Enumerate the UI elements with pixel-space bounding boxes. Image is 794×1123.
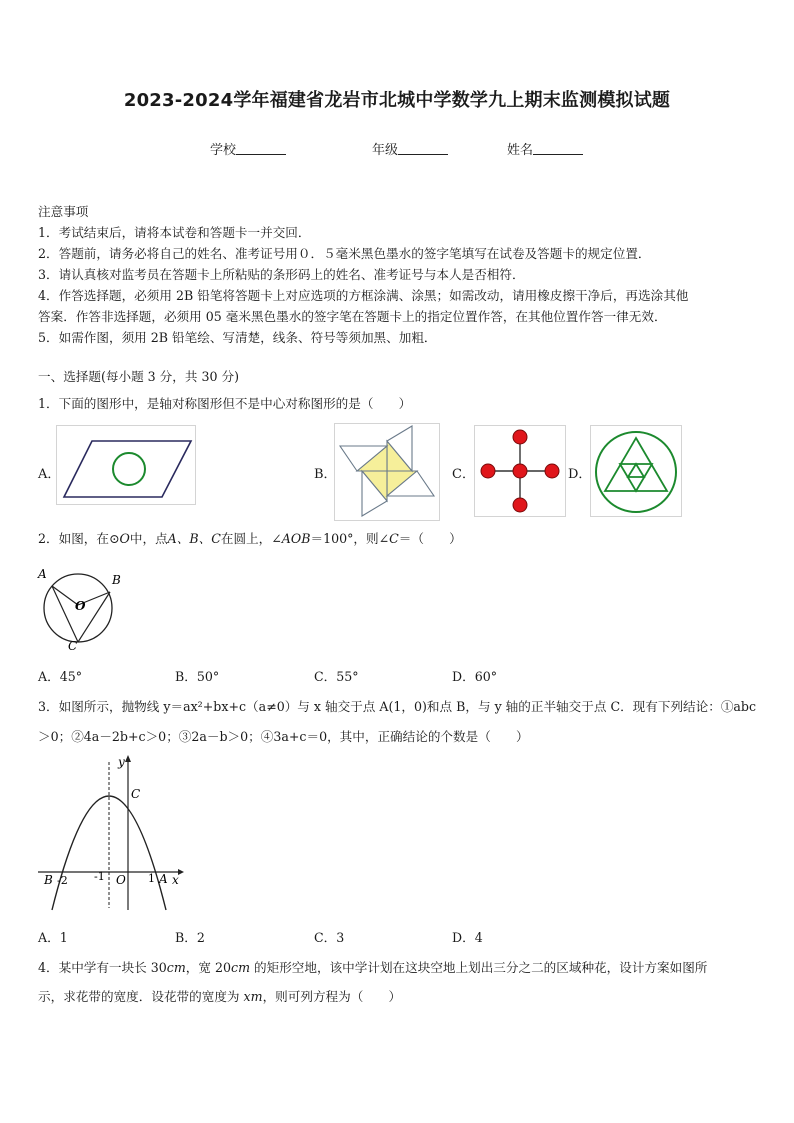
q2-choice-c[interactable]: C．55° xyxy=(314,669,359,684)
school-blank[interactable] xyxy=(236,142,286,155)
q3-choice-c[interactable]: C．3 xyxy=(314,930,345,945)
point-b-label: B xyxy=(44,873,53,887)
q3-line2: ＞0；②4a－2b+c＞0；③2a－b＞0；④3a+c＝0，其中，正确结论的个数是（ ） xyxy=(38,729,529,744)
point-b-label: B xyxy=(112,573,121,587)
note-item: 答案．作答非选择题，必须用 05 毫米黑色墨水的签字笔在答题卡上的指定位置作答，在其他位置作答一律无效． xyxy=(38,309,667,324)
q3-choice-d[interactable]: D．4 xyxy=(452,930,483,945)
point-c-label: C xyxy=(68,639,78,653)
note-item: 3．请认真核对监考员在答题卡上所粘贴的条形码上的姓名、准考证号与本人是否相符． xyxy=(38,267,525,282)
point-a-label: A xyxy=(159,872,168,886)
center-o-label: O xyxy=(75,599,86,613)
grade-blank[interactable] xyxy=(398,142,448,155)
tick-neg1: -1 xyxy=(94,870,105,883)
grade-field[interactable] xyxy=(372,139,448,158)
school-field[interactable] xyxy=(210,139,286,158)
q2-choice-b[interactable]: B．50° xyxy=(175,669,220,684)
section-heading: 一、选择题(每小题 3 分，共 30 分) xyxy=(38,369,240,384)
note-item: 5．如需作图，须用 2B 铅笔绘、写清楚，线条、符号等须加黑、加粗． xyxy=(38,330,437,345)
q4-line1: 4．某中学有一块长 30cm，宽 20cm 的矩形空地，该中学计划在这块空地上划出三分之二的区域种花，设计方案如图所 xyxy=(38,960,708,975)
red-dots-cross-figure xyxy=(474,425,566,517)
school-label: 学校 xyxy=(210,143,237,158)
parallelogram-circle-figure xyxy=(56,425,196,505)
q1-option-d-label: D． xyxy=(568,467,592,482)
triangles-in-circle-figure xyxy=(590,425,682,517)
q1-stem: 1．下面的图形中，是轴对称图形但不是中心对称图形的是（ ） xyxy=(38,396,412,411)
note-item: 2．答题前，请务必将自己的姓名、准考证号用０．５毫米黑色墨水的签字笔填写在试卷及答题卡的规定位置． xyxy=(38,246,651,261)
x-label: x xyxy=(172,873,179,887)
q4-line2: 示，求花带的宽度．设花带的宽度为 xm，则可列方程为（ ） xyxy=(38,989,402,1004)
name-label: 姓名 xyxy=(507,143,534,158)
grade-label: 年级 xyxy=(372,143,399,158)
parabola-figure xyxy=(34,752,184,912)
note-item: 4．作答选择题，必须用 2B 铅笔将答题卡上对应选项的方框涂满、涂黑；如需改动，请用橡皮擦干净后，再选涂其他 xyxy=(38,288,689,303)
note-item: 1．考试结束后，请将本试卷和答题卡一并交回． xyxy=(38,225,311,240)
tick-1: 1 xyxy=(148,872,155,885)
q3-choice-a[interactable]: A．1 xyxy=(38,930,68,945)
q2-stem: 2．如图，在⊙O中，点A、B、C在圆上，∠AOB＝100°，则∠C＝（ ） xyxy=(38,531,462,546)
parallelogram-shape xyxy=(64,441,191,497)
pinwheel-figure xyxy=(334,423,440,521)
tick-neg2: -2 xyxy=(57,874,68,887)
green-circle xyxy=(113,453,145,485)
q1-option-b-label: B． xyxy=(314,467,337,482)
page-title: 2023-2024学年福建省龙岩市北城中学数学九上期末监测模拟试题 xyxy=(123,90,671,111)
q2-choice-d[interactable]: D．60° xyxy=(452,669,498,684)
notes-block xyxy=(38,201,758,348)
q3-line1: 3．如图所示，抛物线 y＝ax²+bx+c（a≠0）与 x 轴交于点 A(1，0)和点 B，与 y 轴的正半轴交于点 C．现有下列结论：①abc xyxy=(38,699,757,714)
q1-option-c-label: C． xyxy=(452,467,475,482)
q3-choice-b[interactable]: B．2 xyxy=(175,930,205,945)
name-field[interactable] xyxy=(507,139,583,158)
notes-heading: 注意事项 xyxy=(38,204,89,219)
point-a-label: A xyxy=(38,567,47,581)
point-c-label: C xyxy=(131,787,141,801)
q1-option-a-label: A． xyxy=(38,467,61,482)
name-blank[interactable] xyxy=(533,142,583,155)
y-label: y xyxy=(118,755,125,769)
q2-choice-a[interactable]: A．45° xyxy=(38,669,83,684)
origin-label: O xyxy=(116,873,126,887)
circle-angle-figure xyxy=(34,562,134,654)
